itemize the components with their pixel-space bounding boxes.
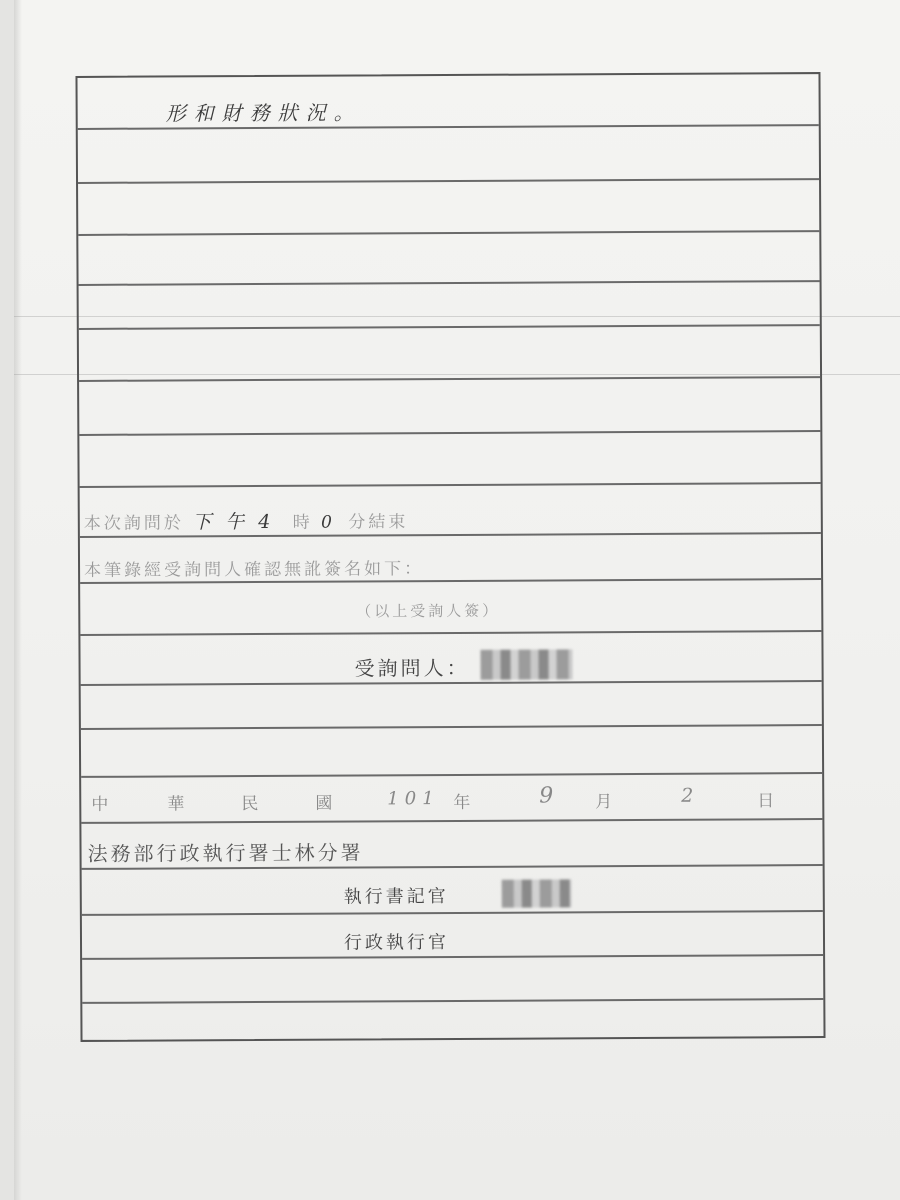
date-month: 9 (539, 783, 562, 809)
ruled-line (80, 482, 821, 487)
date-day-unit: 日 (757, 791, 775, 812)
ruled-line (78, 178, 819, 183)
date-label-4: 國 (315, 793, 333, 814)
respondent-label: 受詢問人： (354, 655, 470, 681)
end-time-hour: 下午4 (192, 510, 285, 534)
officer-label: 行政執行官 (343, 932, 450, 954)
end-time-prefix: 本次詢問於 (83, 513, 184, 534)
page-edge-shadow (14, 0, 22, 1200)
date-year-unit: 年 (453, 792, 471, 813)
redacted-clerk-name (502, 879, 572, 907)
end-time-minute: 0 (321, 512, 341, 533)
redacted-respondent-name (480, 649, 572, 679)
date-label-3: 民 (241, 794, 259, 815)
date-label-2: 華 (167, 794, 185, 815)
date-month-unit: 月 (595, 792, 613, 813)
ruled-line (79, 430, 820, 435)
end-time-suffix: 分結束 (348, 512, 409, 533)
ruled-line (82, 954, 823, 959)
clerk-label: 執行書記官 (343, 886, 449, 908)
ruled-line (82, 998, 823, 1003)
agency-name: 法務部行政執行署士林分署 (87, 840, 364, 866)
ruled-line (81, 818, 822, 823)
ruled-line (79, 280, 820, 285)
ruled-line (80, 630, 821, 635)
end-time-hour-unit: 時 (292, 512, 313, 533)
date-day: 2 (681, 784, 702, 807)
signature-note: （以上受詢人簽） (356, 601, 501, 621)
ruled-line (81, 772, 822, 777)
ruled-line (81, 724, 822, 729)
date-year: 101 (387, 788, 440, 810)
date-label-1: 中 (91, 794, 109, 815)
ruled-line (78, 230, 819, 235)
ruled-line (79, 324, 820, 329)
form-frame (75, 72, 825, 1042)
confirmation-line: 本筆錄經受詢問人確認無訛簽名如下： (84, 559, 425, 581)
end-time-line (84, 506, 409, 535)
ruled-line (82, 910, 823, 915)
handwritten-text: 形和財務狀況。 (165, 100, 362, 126)
ruled-line (79, 376, 820, 381)
